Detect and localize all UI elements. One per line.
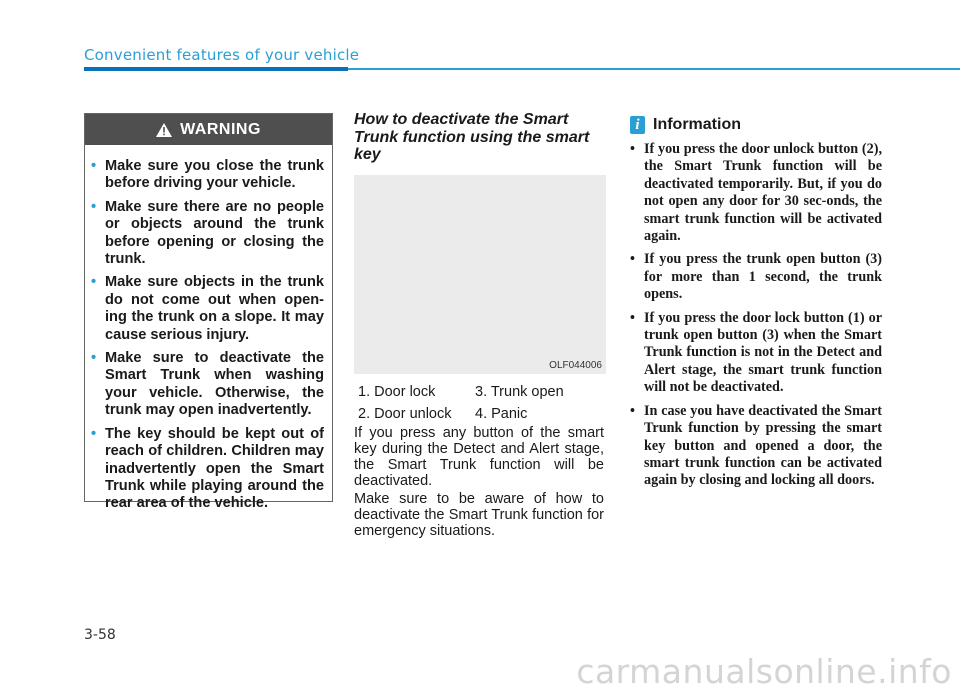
warning-triangle-icon xyxy=(156,123,172,137)
body-paragraph: If you press any button of the smart key during the Detect and Alert stage, the Smart Trunk function will be deactivated. xyxy=(354,425,604,489)
figure-legend xyxy=(358,381,564,425)
warning-box xyxy=(84,113,333,512)
warning-title: WARNING xyxy=(180,120,261,138)
info-icon: i xyxy=(630,116,645,134)
bullet-icon: • xyxy=(630,402,635,419)
info-item: • If you press the door lock button (1) or trunk open button (3) when the Smart Trunk function is not in the Detect and Alert stage, the smart trunk function will not be deactivated. xyxy=(630,309,882,396)
subsection-title: How to deactivate the Smart Trunk function using the smart key xyxy=(354,111,590,163)
body-paragraph: Make sure to be aware of how to deactivate the Smart Trunk function for emergency situations. xyxy=(354,491,604,539)
warning-item: • Make sure to deactivate the Smart Trunk when washing your vehicle. Otherwise, the trunk may open inadvertently. xyxy=(91,350,324,419)
figure-image xyxy=(354,175,606,374)
header-bar-light xyxy=(348,68,960,70)
info-item: • If you press the trunk open button (3) for more than 1 second, the trunk opens. xyxy=(630,251,882,303)
info-item: • If you press the door unlock button (2), the Smart Trunk function will be deactivated temporarily. But, if you do not open any door for 30 sec-onds, the smart trunk function will be activated again. xyxy=(630,141,882,245)
legend-item: 2. Door unlock xyxy=(358,406,452,422)
legend-item: 3. Trunk open xyxy=(475,384,564,400)
warning-header xyxy=(85,114,332,145)
warning-item: • Make sure objects in the trunk do not come out when open-ing the trunk on a slope. It may cause serious injury. xyxy=(91,274,324,343)
section-header-title: Convenient features of your vehicle xyxy=(84,46,360,64)
watermark: carmanualsonline.info xyxy=(576,652,952,691)
page-number: 3-58 xyxy=(84,627,116,643)
warning-list xyxy=(85,145,332,513)
header-bar-dark xyxy=(84,67,348,71)
bullet-icon: • xyxy=(91,198,97,215)
bullet-icon: • xyxy=(630,251,635,268)
warning-item: • Make sure there are no people or objects around the trunk before opening or closing the trunk. xyxy=(91,198,324,268)
bullet-icon: • xyxy=(630,309,635,326)
figure-code: OLF044006 xyxy=(549,360,602,371)
bullet-icon: • xyxy=(91,158,97,174)
warning-item: • Make sure you close the trunk before driving your vehicle. xyxy=(91,158,324,192)
bullet-icon: • xyxy=(91,425,97,442)
info-list xyxy=(630,141,882,496)
bullet-icon: • xyxy=(630,141,635,157)
legend-item: 4. Panic xyxy=(475,406,528,422)
bullet-icon: • xyxy=(91,274,97,291)
info-title: Information xyxy=(653,116,741,133)
info-header xyxy=(630,116,741,134)
info-item: • In case you have deactivated the Smart Trunk function by pressing the smart key button and opened a door, the smart trunk function can be activated again by closing and locking all doors. xyxy=(630,402,882,489)
bullet-icon: • xyxy=(91,350,97,367)
legend-item: 1. Door lock xyxy=(358,384,436,400)
warning-item: • The key should be kept out of reach of children. Children may inadvertently open the Smart Trunk while playing around the rear area of the vehicle. xyxy=(91,425,324,512)
